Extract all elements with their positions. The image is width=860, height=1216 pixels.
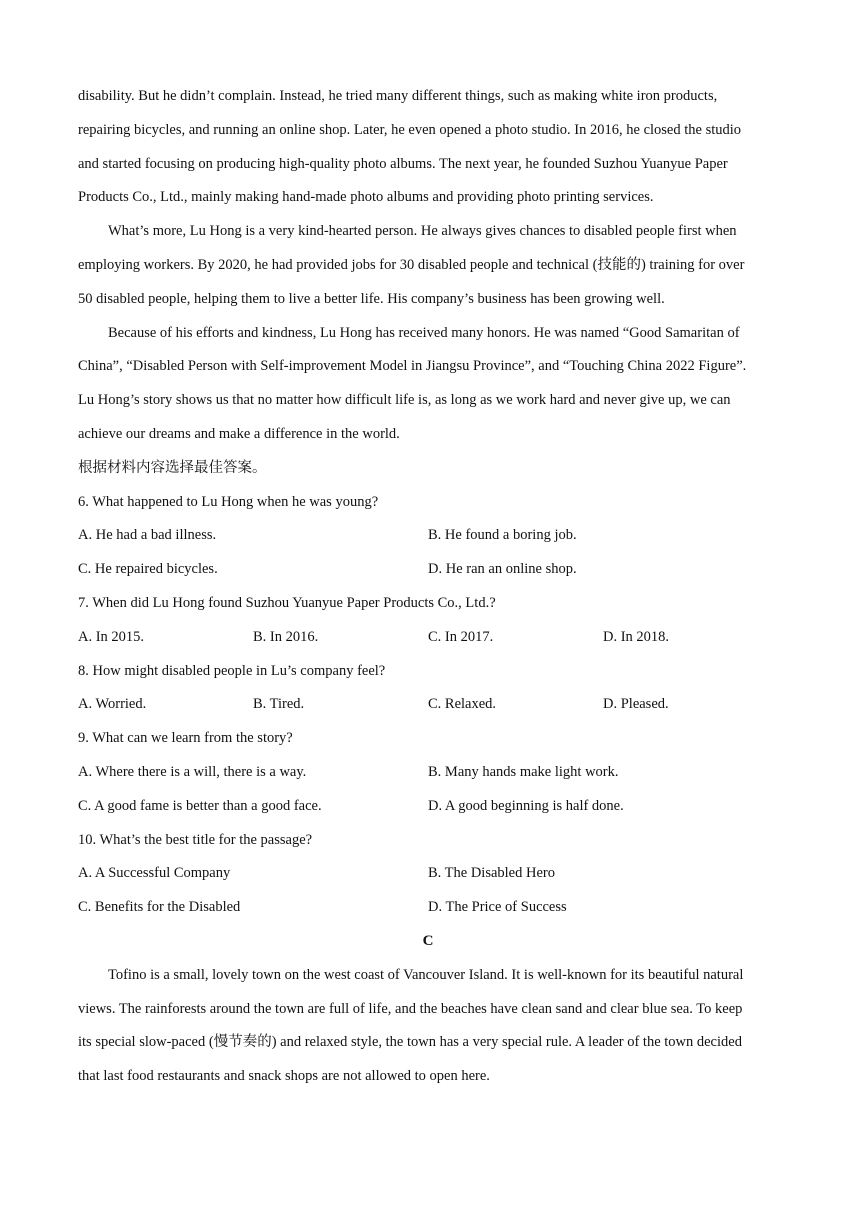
option-b: B. Tired.	[253, 696, 305, 713]
option-row	[78, 519, 778, 553]
instruction-text: 根据材料内容选择最佳答案。	[78, 459, 267, 476]
section-heading: C	[422, 932, 434, 949]
document-content	[78, 80, 778, 1094]
question-stem: 6. What happened to Lu Hong when he was young?	[78, 493, 379, 510]
option-row	[78, 857, 778, 891]
text-line: that last food restaurants and snack shops are not allowed to open here.	[78, 1068, 490, 1085]
text-line: its special slow-paced (慢节奏的) and relaxed style, the town has a very special rule. A leader of the town decided	[78, 1034, 742, 1051]
option-c: C. Relaxed.	[428, 696, 497, 713]
text-line: Tofino is a small, lovely town on the west coast of Vancouver Island. It is well-known for its beautiful natural	[108, 966, 744, 983]
question-stem: 7. When did Lu Hong found Suzhou Yuanyue Paper Products Co., Ltd.?	[78, 594, 496, 611]
option-b: B. The Disabled Hero	[428, 865, 555, 882]
option-d: D. In 2018.	[603, 628, 670, 645]
question-9	[78, 722, 778, 823]
text-line: Products Co., Ltd., mainly making hand-made photo albums and providing photo printing services.	[78, 189, 654, 206]
text-line: Lu Hong’s story shows us that no matter how difficult life is, as long as we work hard and never give up, we can	[78, 392, 731, 409]
option-row	[78, 756, 778, 790]
option-a: A. A Successful Company	[78, 865, 231, 882]
passage-b-paragraph-1	[78, 80, 778, 215]
question-stem: 8. How might disabled people in Lu’s company feel?	[78, 662, 386, 679]
option-a: A. In 2015.	[78, 628, 145, 645]
passage-c-paragraph-1	[78, 959, 778, 1094]
question-stem: 10. What’s the best title for the passage?	[78, 831, 313, 848]
option-b: B. He found a boring job.	[428, 527, 577, 544]
question-6	[78, 486, 778, 587]
passage-b-paragraph-3	[78, 317, 778, 452]
option-c: C. He repaired bicycles.	[78, 561, 218, 578]
option-c: C. Benefits for the Disabled	[78, 899, 241, 916]
text-line: and started focusing on producing high-quality photo albums. The next year, he founded Suzhou Yuanyue Paper	[78, 155, 728, 172]
option-d: D. The Price of Success	[428, 899, 567, 916]
text-line: What’s more, Lu Hong is a very kind-hearted person. He always gives chances to disabled people first when	[108, 223, 737, 240]
question-stem: 9. What can we learn from the story?	[78, 730, 293, 747]
text-line: repairing bicycles, and running an online shop. Later, he even opened a photo studio. In 2016, he closed the studio	[78, 121, 742, 138]
text-line: views. The rainforests around the town are full of life, and the beaches have clean sand and clear blue sea. To keep	[78, 1000, 743, 1017]
text-line: employing workers. By 2020, he had provided jobs for 30 disabled people and technical (技能的) training for over	[78, 256, 745, 273]
option-row	[78, 891, 778, 925]
option-d: D. He ran an online shop.	[428, 561, 577, 578]
text-line: disability. But he didn’t complain. Instead, he tried many different things, such as making white iron products,	[78, 88, 718, 104]
option-d: D. Pleased.	[603, 696, 669, 713]
text-line: 50 disabled people, helping them to live a better life. His company’s business has been growing well.	[78, 290, 665, 307]
option-row	[78, 553, 778, 587]
text-line: achieve our dreams and make a difference in the world.	[78, 425, 400, 442]
option-b: B. Many hands make light work.	[428, 763, 619, 780]
option-d: D. A good beginning is half done.	[428, 797, 624, 814]
option-a: A. Where there is a will, there is a way.	[78, 763, 307, 780]
option-row	[78, 621, 778, 655]
option-row	[78, 790, 778, 824]
passage-b-paragraph-2	[78, 215, 778, 316]
option-b: B. In 2016.	[253, 628, 319, 645]
option-a: A. He had a bad illness.	[78, 527, 217, 544]
option-c: C. A good fame is better than a good face.	[78, 797, 322, 814]
text-line: Because of his efforts and kindness, Lu Hong has received many honors. He was named “Good Samaritan of	[108, 324, 740, 341]
question-7	[78, 587, 778, 655]
question-10	[78, 824, 778, 925]
option-a: A. Worried.	[78, 696, 147, 713]
option-row	[78, 688, 778, 722]
option-c: C. In 2017.	[428, 628, 494, 645]
question-8	[78, 655, 778, 723]
text-line: China”, “Disabled Person with Self-improvement Model in Jiangsu Province”, and “Touching China 2022 Figure”.	[78, 358, 747, 375]
